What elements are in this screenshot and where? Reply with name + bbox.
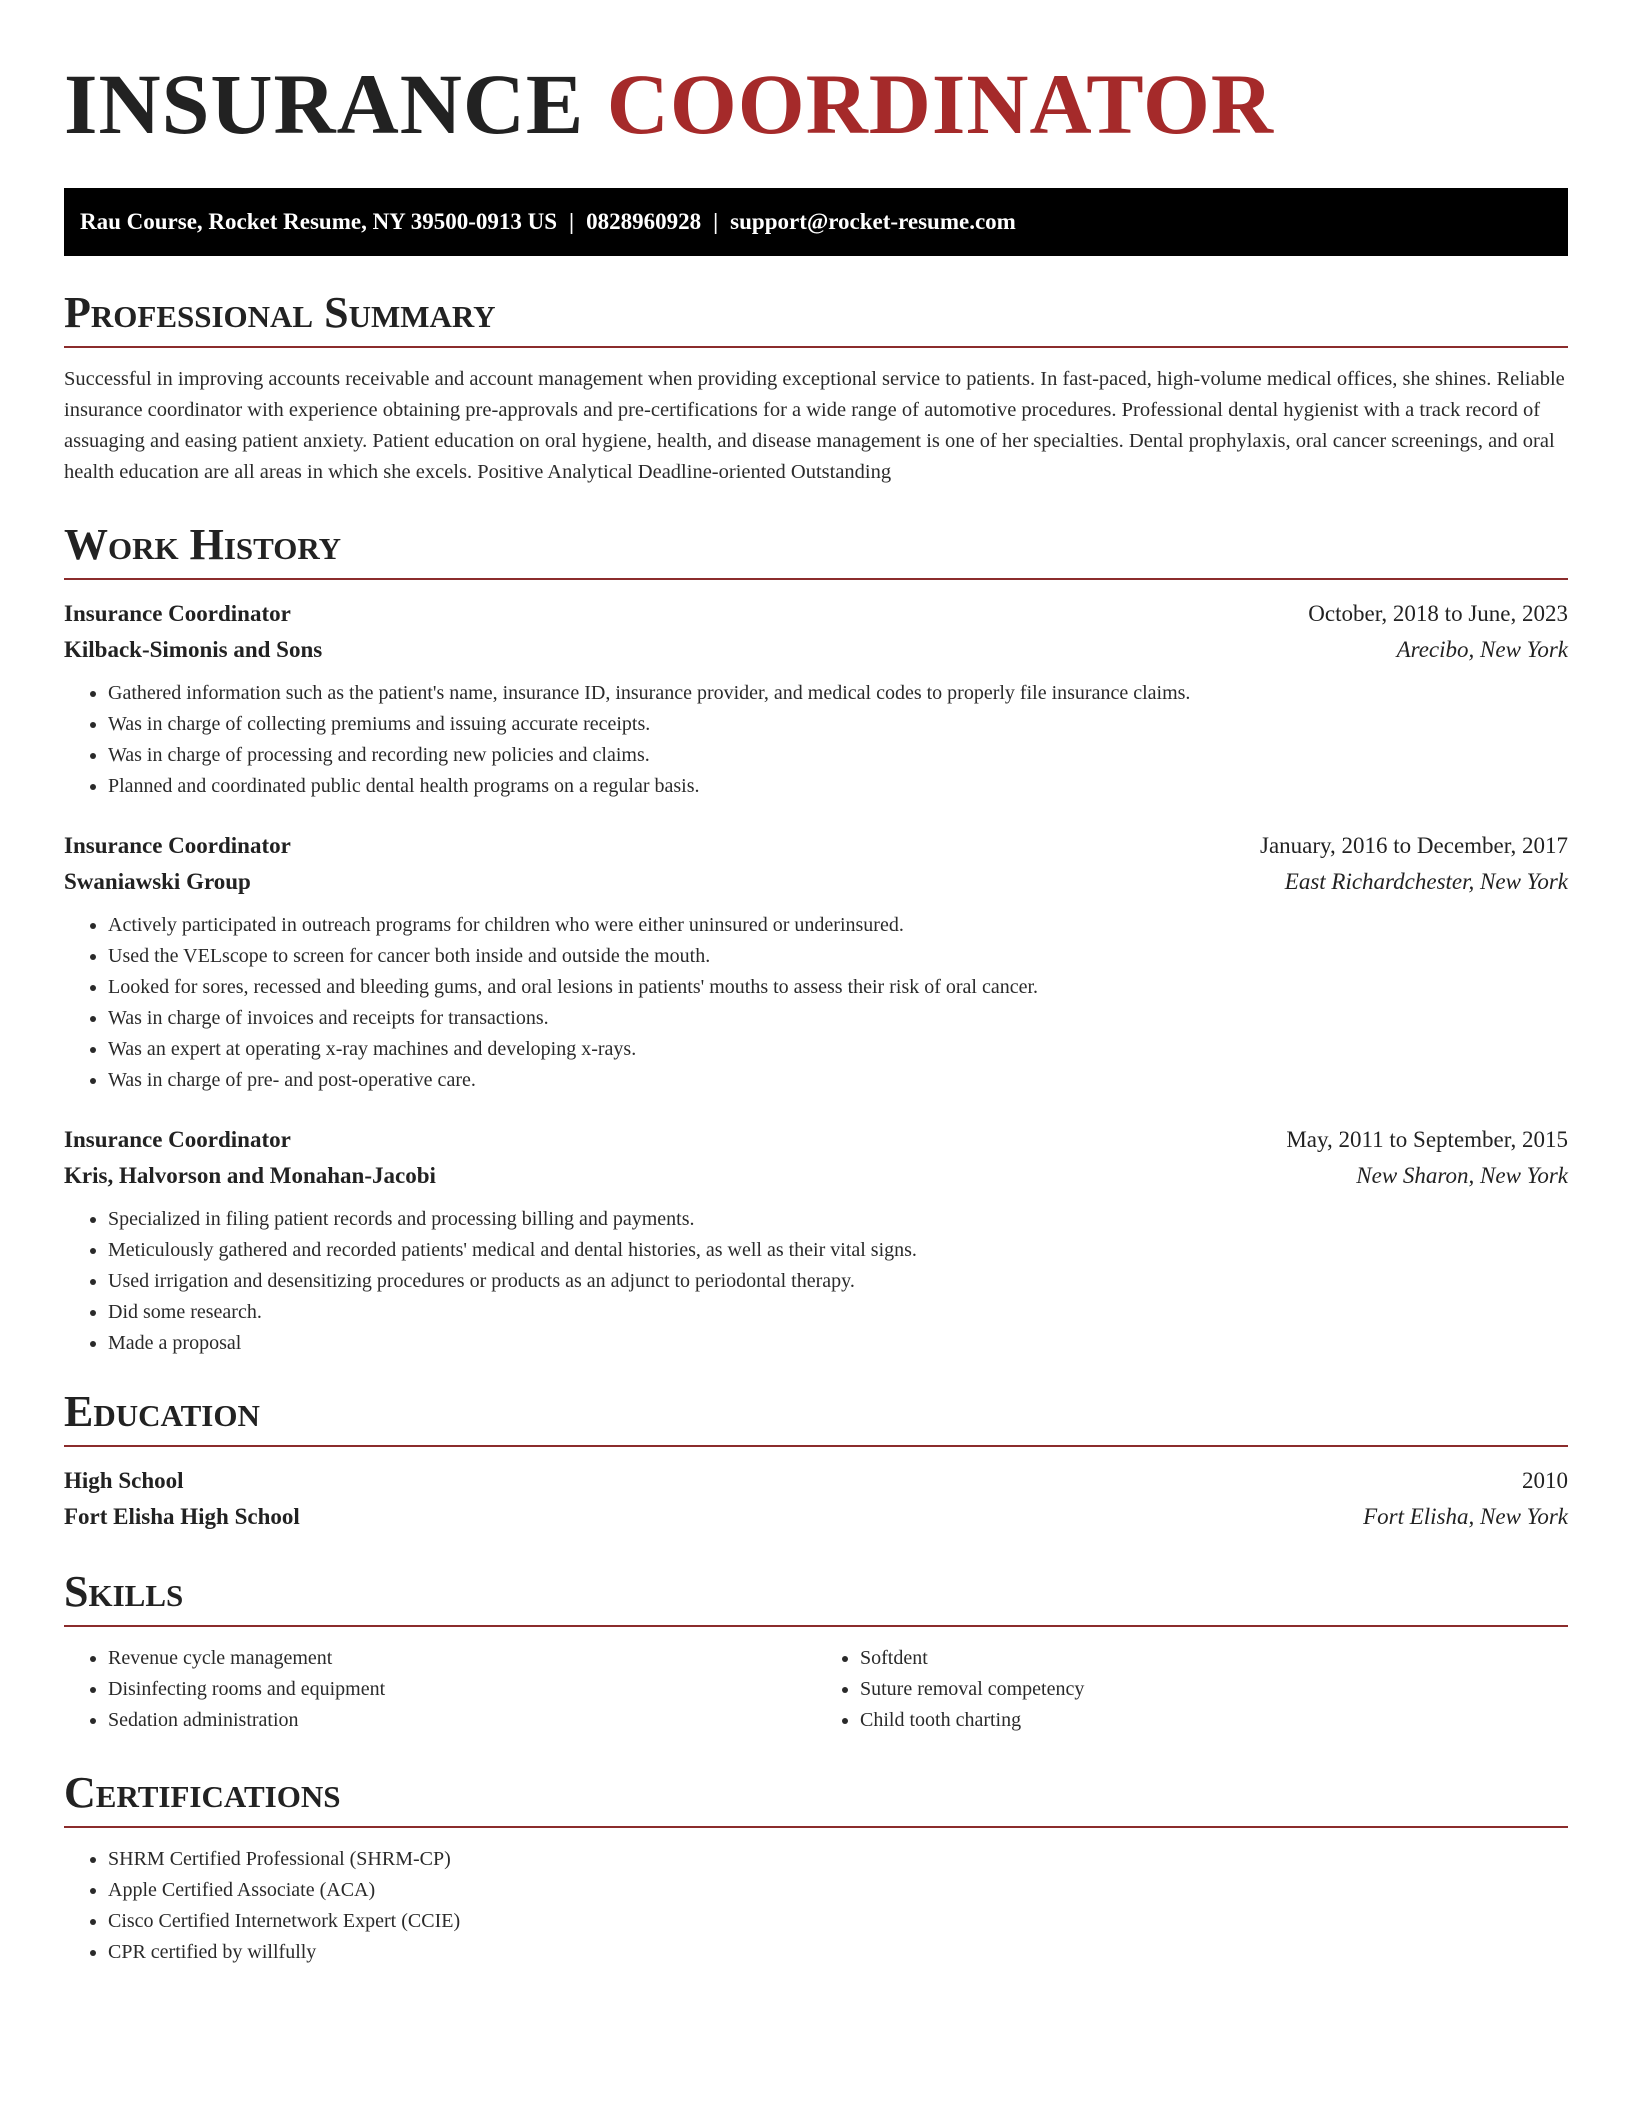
work-history-section	[64, 518, 1568, 1359]
section-divider	[64, 346, 1568, 348]
job-title: Insurance Coordinator	[64, 833, 291, 858]
skills-grid	[64, 1643, 1568, 1736]
list-item: • Used irrigation and desensitizing procedures or products as an adjunct to periodontal therapy.	[108, 1266, 1568, 1297]
list-item: • Apple Certified Associate (ACA)	[108, 1875, 1568, 1906]
section-title-education: Education	[64, 1387, 260, 1436]
education-section	[64, 1385, 1568, 1535]
job-location: East Richardchester, New York	[1284, 869, 1568, 894]
job-title: Insurance Coordinator	[64, 601, 291, 626]
job-entry	[64, 596, 1568, 802]
contact-address: Rau Course, Rocket Resume, NY 39500-0913 US	[80, 209, 558, 234]
list-item: • Disinfecting rooms and equipment	[108, 1674, 816, 1705]
section-title-work-history: Work History	[64, 520, 342, 569]
list-item: • Made a proposal	[108, 1328, 1568, 1359]
job-entry	[64, 828, 1568, 1096]
list-item: • Looked for sores, recessed and bleeding gums, and oral lesions in patients' mouths to assess their risk of oral cancer.	[108, 972, 1568, 1003]
list-item: • Meticulously gathered and recorded patients' medical and dental histories, as well as their vital signs.	[108, 1235, 1568, 1266]
job-bullets	[64, 910, 1568, 1096]
education-location: Fort Elisha, New York	[1363, 1504, 1568, 1529]
contact-separator: |	[569, 209, 575, 234]
list-item: • Was in charge of processing and recording new policies and claims.	[108, 740, 1568, 771]
education-degree: High School	[64, 1468, 184, 1493]
section-divider	[64, 1625, 1568, 1627]
job-location: Arecibo, New York	[1396, 637, 1568, 662]
list-item: • Used the VELscope to screen for cancer both inside and outside the mouth.	[108, 941, 1568, 972]
education-school: Fort Elisha High School	[64, 1504, 300, 1529]
list-item: • Sedation administration	[108, 1705, 816, 1736]
name-second: COORDINATOR	[606, 56, 1275, 152]
list-item: • CPR certified by willfully	[108, 1937, 1568, 1968]
summary-section	[64, 286, 1568, 488]
job-dates: May, 2011 to September, 2015	[1286, 1127, 1568, 1152]
job-location: New Sharon, New York	[1356, 1163, 1568, 1188]
list-item: • Planned and coordinated public dental health programs on a regular basis.	[108, 771, 1568, 802]
list-item: • Child tooth charting	[860, 1705, 1568, 1736]
list-item: • SHRM Certified Professional (SHRM-CP)	[108, 1844, 1568, 1875]
job-bullets	[64, 678, 1568, 802]
contact-email[interactable]: support@rocket-resume.com	[730, 209, 1016, 234]
certifications-section	[64, 1766, 1568, 1968]
name-first: INSURANCE	[64, 56, 585, 152]
contact-bar	[64, 188, 1568, 256]
list-item: • Revenue cycle management	[108, 1643, 816, 1674]
list-item: • Did some research.	[108, 1297, 1568, 1328]
job-company: Swaniawski Group	[64, 869, 251, 894]
list-item: • Cisco Certified Internetwork Expert (CCIE)	[108, 1906, 1568, 1937]
section-divider	[64, 1826, 1568, 1828]
job-title: Insurance Coordinator	[64, 1127, 291, 1152]
contact-separator: |	[713, 209, 719, 234]
education-year: 2010	[1522, 1468, 1568, 1493]
section-title-certifications: Certifications	[64, 1768, 341, 1817]
list-item: • Gathered information such as the patient's name, insurance ID, insurance provider, and medical codes to properly file insurance claims.	[108, 678, 1568, 709]
list-item: • Was in charge of invoices and receipts for transactions.	[108, 1003, 1568, 1034]
section-title-skills: Skills	[64, 1567, 184, 1616]
contact-phone[interactable]: 0828960928	[586, 209, 702, 234]
list-item: • Specialized in filing patient records and processing billing and payments.	[108, 1204, 1568, 1235]
section-title-summary: Professional Summary	[64, 288, 496, 337]
job-bullets	[64, 1204, 1568, 1359]
list-item: • Was in charge of pre- and post-operative care.	[108, 1065, 1568, 1096]
education-entry	[64, 1463, 1568, 1535]
skills-list-right	[816, 1643, 1568, 1736]
skills-list-left	[64, 1643, 816, 1736]
skills-section	[64, 1565, 1568, 1736]
list-item: • Was in charge of collecting premiums and issuing accurate receipts.	[108, 709, 1568, 740]
list-item: • Suture removal competency	[860, 1674, 1568, 1705]
summary-text: Successful in improving accounts receivable and account management when providing exceptional service to patients. In fast-paced, high-volume medical offices, she shines. Reliable insurance coordinator with experience obtaining pre-approvals and pre-certifications for a wide range of automotive procedures. Professional dental hygienist with a track record of assuaging and easing patient anxiety. Patient education on oral hygiene, health, and disease management is one of her specialties. Dental prophylaxis, oral cancer screenings, and oral health education are all areas in which she excels. Positive Analytical Deadline-oriented Outstanding	[64, 368, 1565, 483]
job-dates: October, 2018 to June, 2023	[1308, 601, 1568, 626]
job-dates: January, 2016 to December, 2017	[1260, 833, 1568, 858]
job-company: Kris, Halvorson and Monahan-Jacobi	[64, 1163, 436, 1188]
list-item: • Actively participated in outreach programs for children who were either uninsured or underinsured.	[108, 910, 1568, 941]
job-entry	[64, 1122, 1568, 1359]
resume-name-heading	[64, 48, 1568, 160]
section-divider	[64, 578, 1568, 580]
list-item: • Softdent	[860, 1643, 1568, 1674]
list-item: • Was an expert at operating x-ray machines and developing x-rays.	[108, 1034, 1568, 1065]
certifications-list	[64, 1844, 1568, 1968]
job-company: Kilback-Simonis and Sons	[64, 637, 323, 662]
section-divider	[64, 1445, 1568, 1447]
